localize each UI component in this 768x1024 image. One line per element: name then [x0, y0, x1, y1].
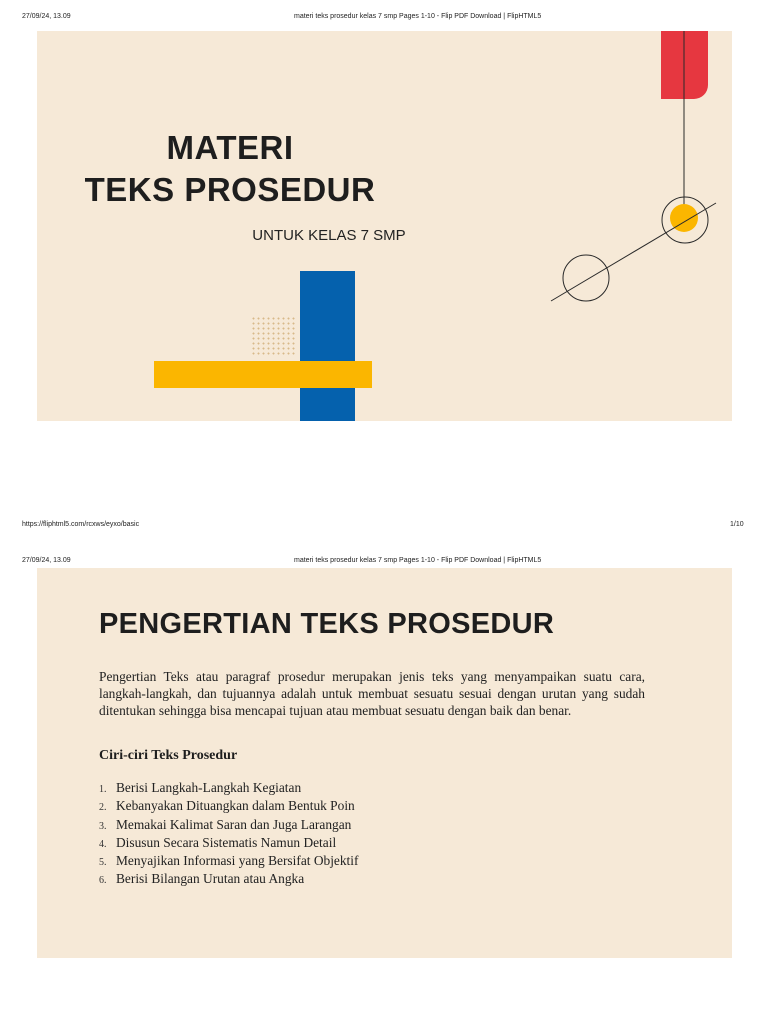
list-item-number: 1.: [99, 784, 107, 795]
slide-title: PENGERTIAN TEKS PROSEDUR: [99, 608, 555, 640]
cover-subtitle: UNTUK KELAS 7 SMP: [252, 227, 406, 244]
cover-title-line-2: TEKS PROSEDUR: [84, 171, 376, 208]
line-circle-decoration: [37, 31, 732, 421]
list-item: [99, 835, 358, 853]
characteristics-list: [99, 780, 358, 890]
cover-title: [37, 127, 423, 211]
list-item-number: 4.: [99, 838, 107, 850]
list-heading: Ciri-ciri Teks Prosedur: [99, 748, 238, 763]
list-item-text: Berisi Bilangan Urutan atau Angka: [116, 871, 305, 887]
print-doc-title-2: materi teks prosedur kelas 7 smp Pages 1-10 - Flip PDF Download | FlipHTML5: [294, 557, 542, 564]
list-item-text: Menyajikan Informasi yang Bersifat Objektif: [116, 853, 359, 869]
list-item-number: 5.: [99, 857, 107, 869]
list-item: [99, 817, 358, 835]
list-item-text: Berisi Langkah-Langkah Kegiatan: [116, 780, 302, 795]
print-page-number: 1/10: [730, 521, 744, 528]
print-timestamp: 27/09/24, 13.09: [22, 13, 71, 20]
list-item-text: Disusun Secara Sistematis Namun Detail: [116, 834, 337, 850]
print-timestamp-2: 27/09/24, 13.09: [22, 557, 71, 564]
list-item: [99, 798, 358, 816]
list-item: [99, 853, 358, 871]
print-doc-title: materi teks prosedur kelas 7 smp Pages 1-10 - Flip PDF Download | FlipHTML5: [294, 13, 542, 20]
list-item-text: Kebanyakan Dituangkan dalam Bentuk Poin: [116, 798, 355, 814]
cover-title-line-1: MATERI: [166, 129, 294, 166]
list-item-number: 6.: [99, 875, 107, 887]
print-url: https://fliphtml5.com/rcxws/eyxo/basic: [22, 521, 140, 528]
slide-definition: [37, 568, 732, 958]
slide-cover: [37, 31, 732, 421]
list-item-text: Memakai Kalimat Saran dan Juga Larangan: [116, 816, 352, 832]
list-item-number: 2.: [99, 802, 107, 814]
list-item: [99, 780, 358, 798]
definition-paragraph: Pengertian Teks atau paragraf prosedur merupakan jenis teks yang menyampaikan suatu cara, langkah-langkah, dan tujuannya adalah untuk membuat sesuatu sesuai dengan urutan yang sudah ditentukan sehingga bisa mencapai tujuan atau membuat sesuatu dengan baik dan benar.: [99, 669, 645, 718]
list-item-number: 3.: [99, 820, 107, 832]
list-item: [99, 871, 358, 889]
